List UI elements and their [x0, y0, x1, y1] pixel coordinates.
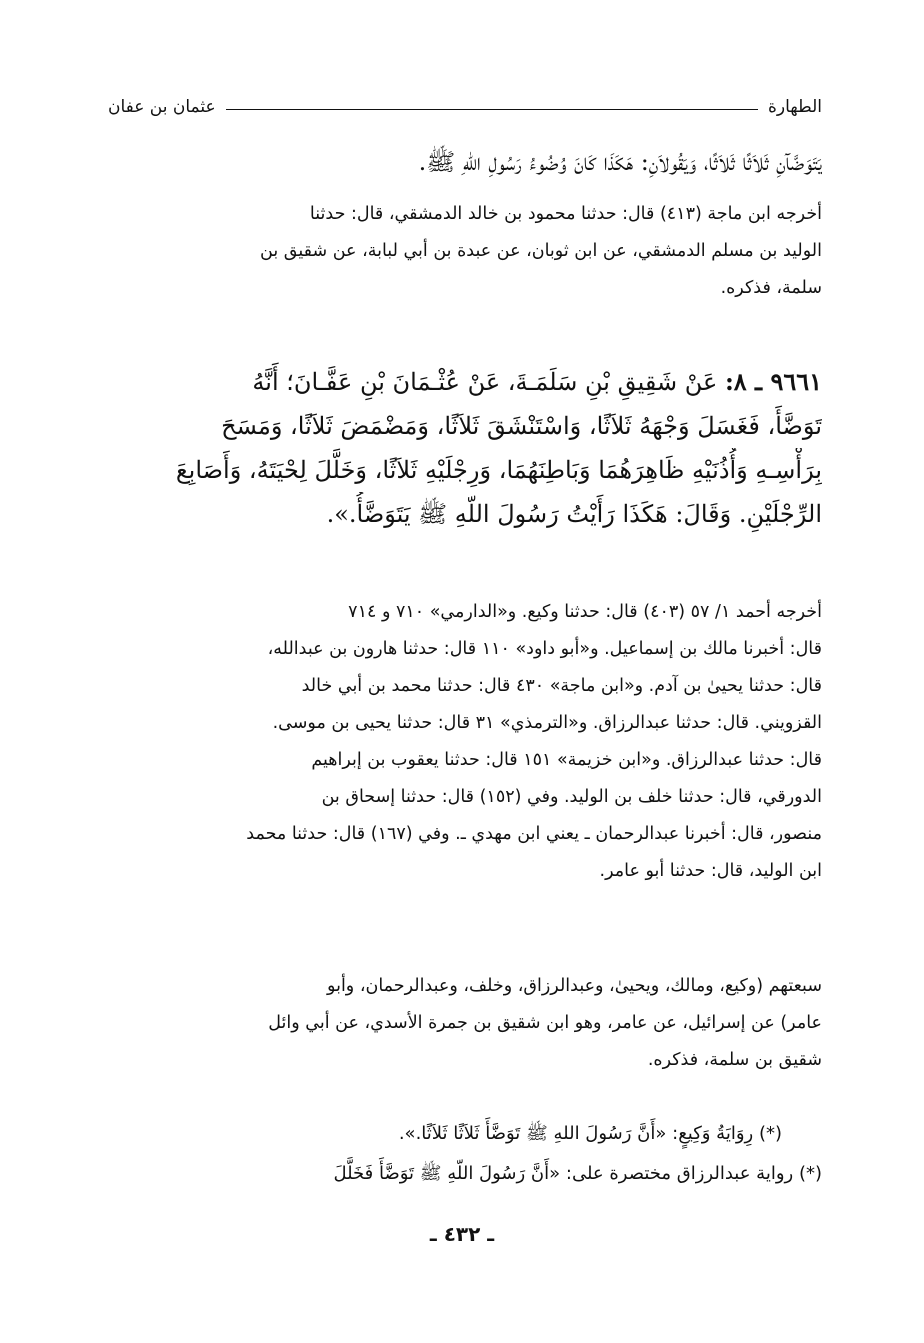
takhrij-line: القزويني. قال: حدثنا عبدالرزاق. و«الترمذي» ٣١ قال: حدثنا يحيى بن موسى. — [272, 713, 822, 733]
running-header — [108, 92, 822, 122]
page-number: ـ ٤٣٢ ـ — [429, 1222, 495, 1246]
hadith-line: تَوَضَّأَ، فَغَسَلَ وَجْهَهُ ثَلاَثًا، وَاسْتَنْشَقَ ثَلاَثًا، وَمَضْمَضَ ثَلاَثًا، وَمَسَحَ — [221, 412, 822, 440]
takhrij-paragraph-1 — [114, 196, 822, 307]
hadith-line-text: عَنْ شَقِيقِ بْنِ سَلَمَـةَ، عَنْ عُثْـمَانَ بْنِ عَفَّـانَ؛ أَنَّهُ — [252, 368, 718, 396]
footnote-line: (*) رواية عبدالرزاق مختصرة على: «أَنَّ رَسُولَ اللّهِ ﷺ تَوَضَّأَ فَخَلَّلَ — [333, 1163, 822, 1184]
takhrij-line: قال: حدثنا عبدالرزاق. و«ابن خزيمة» ١٥١ قال: حدثنا يعقوب بن إبراهيم — [311, 750, 822, 770]
summary-paragraph — [114, 968, 822, 1079]
takhrij-paragraph-2 — [114, 594, 822, 890]
takhrij-line: أخرجه ابن ماجة (٤١٣) قال: حدثنا محمود بن خالد الدمشقي، قال: حدثنا — [309, 204, 822, 224]
hadith-line — [114, 360, 822, 404]
takhrij-line: ابن الوليد، قال: حدثنا أبو عامر. — [599, 861, 822, 881]
footnote-2 — [114, 1155, 822, 1193]
section-title: الطهارة — [768, 97, 822, 117]
takhrij-line: منصور، قال: أخبرنا عبدالرحمان ـ يعني ابن مهدي ـ. وفي (١٦٧) قال: حدثنا محمد — [246, 824, 822, 844]
takhrij-line: الوليد بن مسلم الدمشقي، عن ابن ثوبان، عن عبدة بن أبي لبابة، عن شقيق بن — [260, 241, 822, 261]
hadith-line: الرِّجْلَيْنِ. وَقَالَ: هَكَذَا رَأَيْتُ رَسُولَ اللّهِ ﷺ يَتَوَضَّأُ.». — [326, 500, 822, 528]
footnote-line: (*) رِوَايَةُ وَكِيعٍ: «أَنَّ رَسُولَ اللهِ ﷺ تَوَضَّأَ ثَلاَثًا ثَلاَثًا.». — [398, 1123, 782, 1144]
takhrij-line: سلمة، فذكره. — [720, 278, 822, 298]
footnote-1 — [114, 1115, 822, 1153]
summary-line: عامر) عن إسرائيل، عن عامر، وهو ابن شقيق بن جمرة الأسدي، عن أبي وائل — [268, 1013, 822, 1033]
summary-line: شقيق بن سلمة، فذكره. — [647, 1050, 822, 1070]
hadith-continuation-line: يَتَوَضَّآنِ ثَلاَثًا ثَلاَثًا، وَيَقُولاَنِ: هَكَذَا كَانَ وُضُوءُ رَسُولِ اللّهِ ﷺ. — [418, 148, 822, 176]
hadith-line: بِرَأْسِـهِ وَأُذُنَيْهِ ظَاهِرَهُمَا وَبَاطِنَهُمَا، وَرِجْلَيْهِ ثَلاَثًا، وَخَلَّلَ لِحْيَتَهُ، وَأَصَابِعَ — [175, 456, 822, 484]
takhrij-line: قال: حدثنا يحيىٰ بن آدم. و«ابن ماجة» ٤٣٠ قال: حدثنا محمد بن أبي خالد — [301, 676, 822, 696]
takhrij-line: قال: أخبرنا مالك بن إسماعيل. و«أبو داود» ١١٠ قال: حدثنا هارون بن عبدالله، — [267, 639, 822, 659]
summary-line: سبعتهم (وكيع، ومالك، ويحيىٰ، وعبدالرزاق، وخلف، وعبدالرحمان، وأبو — [327, 976, 822, 996]
hadith-continuation — [114, 140, 822, 184]
header-rule — [226, 109, 758, 110]
takhrij-line: أخرجه أحمد ١/ ٥٧ (٤٠٣) قال: حدثنا وكيع. و«الدارمي» ٧١٠ و ٧١٤ — [348, 602, 822, 622]
hadith-text — [114, 360, 822, 536]
hadith-number: ٩٦٦١ ـ ٨: — [724, 367, 822, 396]
takhrij-line: الدورقي، قال: حدثنا خلف بن الوليد. وفي (١٥٢) قال: حدثنا إسحاق بن — [321, 787, 822, 807]
book-title: عثمان بن عفان — [108, 97, 216, 117]
